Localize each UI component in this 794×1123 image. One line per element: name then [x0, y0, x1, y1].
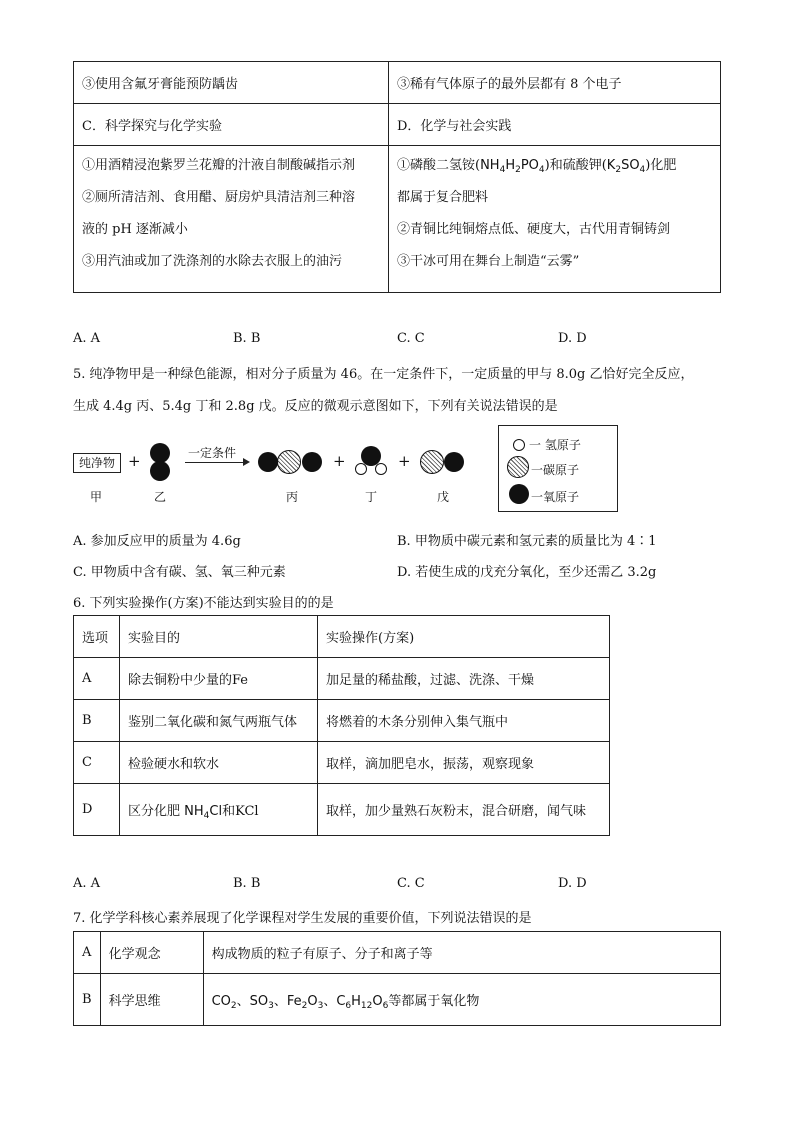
- text-fragment: 等都属于氧化物: [388, 994, 480, 1009]
- table-cell: 化学观念: [100, 932, 203, 974]
- text-line: ②青铜比纯铜熔点低、硬度大，古代用青铜铸剑: [397, 222, 671, 237]
- text-fragment: 和KCl: [222, 804, 259, 819]
- plus-sign: +: [333, 452, 346, 470]
- table-cell: [389, 146, 721, 293]
- label-jia: 甲: [90, 490, 103, 504]
- q5-option-d[interactable]: D. 若使生成的戊充分氧化，至少还需乙 3.2g: [397, 565, 657, 580]
- legend-oxygen: 一氧原子: [531, 490, 580, 504]
- table-header-row: [74, 616, 610, 658]
- text-fragment: 区分化肥: [128, 804, 185, 819]
- oxygen-atom: [302, 452, 322, 472]
- reaction-condition: 一定条件: [188, 446, 237, 460]
- legend-hydrogen: 一 氢原子: [529, 438, 581, 452]
- header-cell: 选项: [74, 616, 120, 658]
- table-row: [74, 742, 610, 784]
- q7-table: [73, 931, 721, 1026]
- pure-substance-box: 纯净物: [73, 453, 121, 473]
- formula-list: $CO_2$、$SO_3$、$Fe_2O_3$、$C_6H_{12}O_6$: [211, 994, 389, 1011]
- oxygen-atom: [150, 461, 170, 481]
- header-cell: 实验操作(方案): [318, 616, 610, 658]
- table-cell: C: [74, 742, 120, 784]
- table-cell: D: [74, 784, 120, 836]
- reaction-arrow: [185, 462, 247, 463]
- table-cell: A: [74, 658, 120, 700]
- q5-option-a[interactable]: A. 参加反应甲的质量为 4.6g: [73, 534, 241, 549]
- table-cell: 鉴别二氧化碳和氮气两瓶气体: [120, 700, 318, 742]
- q5-stem-line1: 5. 纯净物甲是一种绿色能源，相对分子质量为 46。在一定条件下，一定质量的甲与 8.0g 乙恰好完全反应，: [73, 367, 694, 382]
- text-line: ③用汽油或加了洗涤剂的水除去衣服上的油污: [82, 254, 343, 269]
- text-line: ②厕所清洁剂、食用醋、厨房炉具清洁剂三种溶: [82, 190, 356, 205]
- plus-sign: +: [398, 452, 411, 470]
- table-cell: D．化学与社会实践: [389, 104, 721, 146]
- carbon-atom: [420, 450, 444, 474]
- text-line: ①用酒精浸泡紫罗兰花瓣的汁液自制酸碱指示剂: [82, 158, 356, 173]
- option-d[interactable]: D. D: [558, 876, 587, 891]
- table-row: [74, 146, 721, 293]
- label-yi: 乙: [154, 490, 167, 504]
- option-c[interactable]: C. C: [397, 331, 425, 346]
- table-cell: B: [74, 700, 120, 742]
- legend-carbon: 一碳原子: [531, 463, 580, 477]
- q6-stem: 6. 下列实验操作(方案)不能达到实验目的的是: [73, 596, 334, 611]
- formula-nh4cl: $NH_4Cl$: [184, 804, 223, 821]
- table-row: [74, 104, 721, 146]
- label-bing: 丙: [286, 490, 299, 504]
- table-cell: [120, 784, 318, 836]
- q5-option-c[interactable]: C. 甲物质中含有碳、氢、氧三种元素: [73, 565, 286, 580]
- oxygen-atom: [150, 443, 170, 463]
- q5-option-b[interactable]: B. 甲物质中碳元素和氢元素的质量比为 4∶1: [397, 534, 657, 549]
- hydrogen-atom-legend: [513, 439, 525, 451]
- formula-k2so4: $K_2SO_4$: [606, 158, 646, 175]
- reaction-diagram: [73, 418, 753, 518]
- hydrogen-atom: [355, 463, 367, 475]
- table-row: [74, 700, 610, 742]
- arrow-head-icon: [243, 458, 250, 466]
- table-cell: A: [74, 932, 101, 974]
- table-cell: 检验硬水和软水: [120, 742, 318, 784]
- text-line: 都属于复合肥料: [397, 190, 489, 205]
- option-a[interactable]: A. A: [73, 876, 101, 891]
- option-b[interactable]: B. B: [233, 331, 261, 346]
- text-fragment: ①磷酸二氢铵(: [397, 158, 481, 173]
- hydrogen-atom: [375, 463, 387, 475]
- carbon-atom: [277, 450, 301, 474]
- option-d[interactable]: D. D: [558, 331, 587, 346]
- text-line: 液的 pH 逐渐减小: [82, 222, 188, 237]
- table-row: [74, 784, 610, 836]
- knowledge-table: [73, 61, 721, 293]
- oxygen-atom-legend: [509, 484, 529, 504]
- text-line: [397, 150, 712, 182]
- formula-nh4h2po4: $NH_4H_2PO_4$: [480, 158, 545, 175]
- table-cell: 加足量的稀盐酸，过滤、洗涤、干燥: [318, 658, 610, 700]
- q7-stem: 7. 化学学科核心素养展现了化学课程对学生发展的重要价值，下列说法错误的是: [73, 911, 532, 926]
- option-a[interactable]: A. A: [73, 331, 101, 346]
- table-cell: 构成物质的粒子有原子、分子和离子等: [203, 932, 720, 974]
- label-wu: 戊: [437, 490, 450, 504]
- q5-stem-line2: 生成 4.4g 丙、5.4g 丁和 2.8g 戊。反应的微观示意图如下，下列有关说法错误的是: [73, 399, 558, 414]
- table-row: [74, 974, 721, 1026]
- plus-sign: +: [128, 452, 141, 470]
- table-cell: 取样，滴加肥皂水，振荡，观察现象: [318, 742, 610, 784]
- text-fragment: )和硫酸钾(: [544, 158, 607, 173]
- table-row: [74, 62, 721, 104]
- oxygen-atom: [444, 452, 464, 472]
- table-cell: ③稀有气体原子的最外层都有 8 个电子: [389, 62, 721, 104]
- table-cell: 取样，加少量熟石灰粉末，混合研磨，闻气味: [318, 784, 610, 836]
- label-ding: 丁: [365, 490, 378, 504]
- table-cell: 除去铜粉中少量的Fe: [120, 658, 318, 700]
- option-c[interactable]: C. C: [397, 876, 425, 891]
- q6-table: [73, 615, 610, 836]
- text-line: ③干冰可用在舞台上制造“云雾”: [397, 254, 580, 269]
- table-cell: ③使用含氟牙膏能预防龋齿: [74, 62, 389, 104]
- carbon-atom-legend: [507, 456, 529, 478]
- table-row: [74, 658, 610, 700]
- text-fragment: )化肥: [645, 158, 677, 173]
- table-cell: 将燃着的木条分别伸入集气瓶中: [318, 700, 610, 742]
- table-cell: [203, 974, 720, 1026]
- table-cell: B: [74, 974, 101, 1026]
- table-row: [74, 932, 721, 974]
- table-cell: C．科学探究与化学实验: [74, 104, 389, 146]
- atom-legend: [498, 425, 618, 512]
- header-cell: 实验目的: [120, 616, 318, 658]
- oxygen-atom: [258, 452, 278, 472]
- table-cell: [74, 146, 389, 293]
- option-b[interactable]: B. B: [233, 876, 261, 891]
- table-cell: 科学思维: [100, 974, 203, 1026]
